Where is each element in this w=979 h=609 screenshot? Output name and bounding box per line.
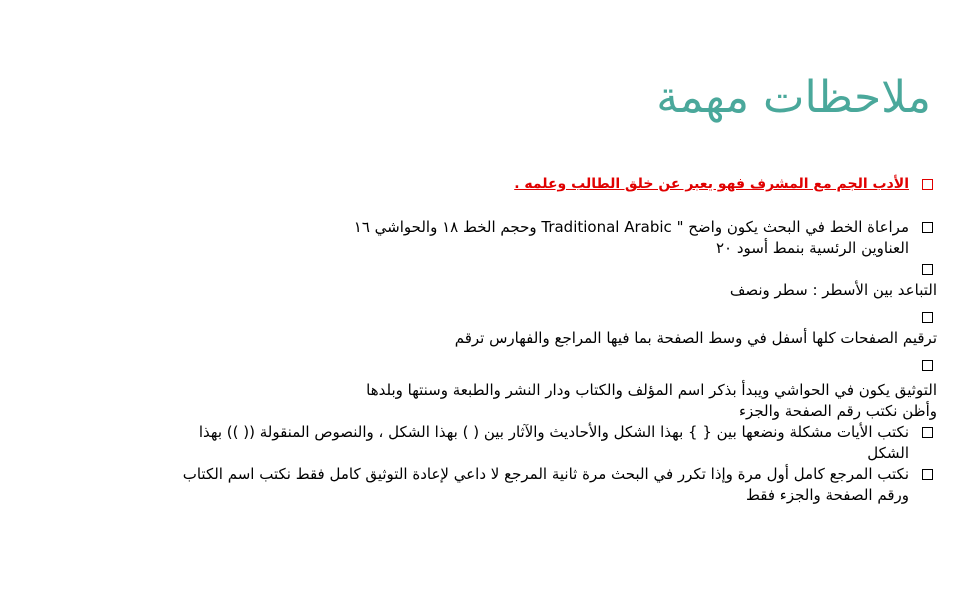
verses-text-line2: الشكل [867, 444, 909, 462]
verses-text-line1: نكتب الأيات مشكلة ونضعها بين { } بهذا الشكل والأحاديث والآثار بين ( ) بهذا الشكل ، والنصوص المنقولة (( )) بهذا [198, 423, 909, 441]
list-item-empty [37, 259, 937, 280]
checkbox-bullet-icon [922, 469, 933, 480]
numbering-text: ترقيم الصفحات كلها أسفل في وسط الصفحة بما فيها المراجع والفهارس ترقم [454, 329, 937, 347]
list-item-references [37, 464, 937, 506]
list-item-font [37, 217, 937, 259]
documentation-text-line2: وأظن نكتب رقم الصفحة والجزء [738, 402, 937, 420]
list-item-conduct [37, 174, 937, 195]
checkbox-bullet-icon [922, 264, 933, 275]
notes-list [37, 174, 937, 506]
conduct-text: الأدب الجم مع المشرف فهو يعبر عن خلق الطالب وعلمه . [514, 176, 909, 192]
references-text-line1: نكتب المرجع كامل أول مرة وإذا تكرر في البحث مرة ثانية المرجع لا داعي لإعادة التوثيق كامل فقط نكتب اسم الكتاب [182, 465, 909, 483]
checkbox-bullet-icon [922, 427, 933, 438]
documentation-text-line1: التوثيق يكون في الحواشي ويبدأ بذكر اسم المؤلف والكتاب ودار النشر والطبعة وسنتها وبلدها [366, 381, 937, 399]
checkbox-bullet-icon [922, 360, 933, 371]
font-text-line2: العناوين الرئسية بنمط أسود ٢٠ [715, 239, 909, 257]
checkbox-bullet-icon [922, 179, 933, 190]
list-item-empty [37, 307, 937, 328]
slide-title: ملاحظات مهمة [656, 72, 931, 123]
spacing-text: التباعد بين الأسطر : سطر ونصف [729, 281, 937, 299]
checkbox-bullet-icon [922, 312, 933, 323]
list-item-empty [37, 355, 937, 376]
list-item-verses [37, 422, 937, 464]
font-text-line1: مراعاة الخط في البحث يكون واضح " Traditional Arabic وحجم الخط ١٨ والحواشي ١٦ [353, 218, 909, 236]
references-text-line2: ورقم الصفحة والجزء فقط [746, 486, 909, 504]
checkbox-bullet-icon [922, 222, 933, 233]
